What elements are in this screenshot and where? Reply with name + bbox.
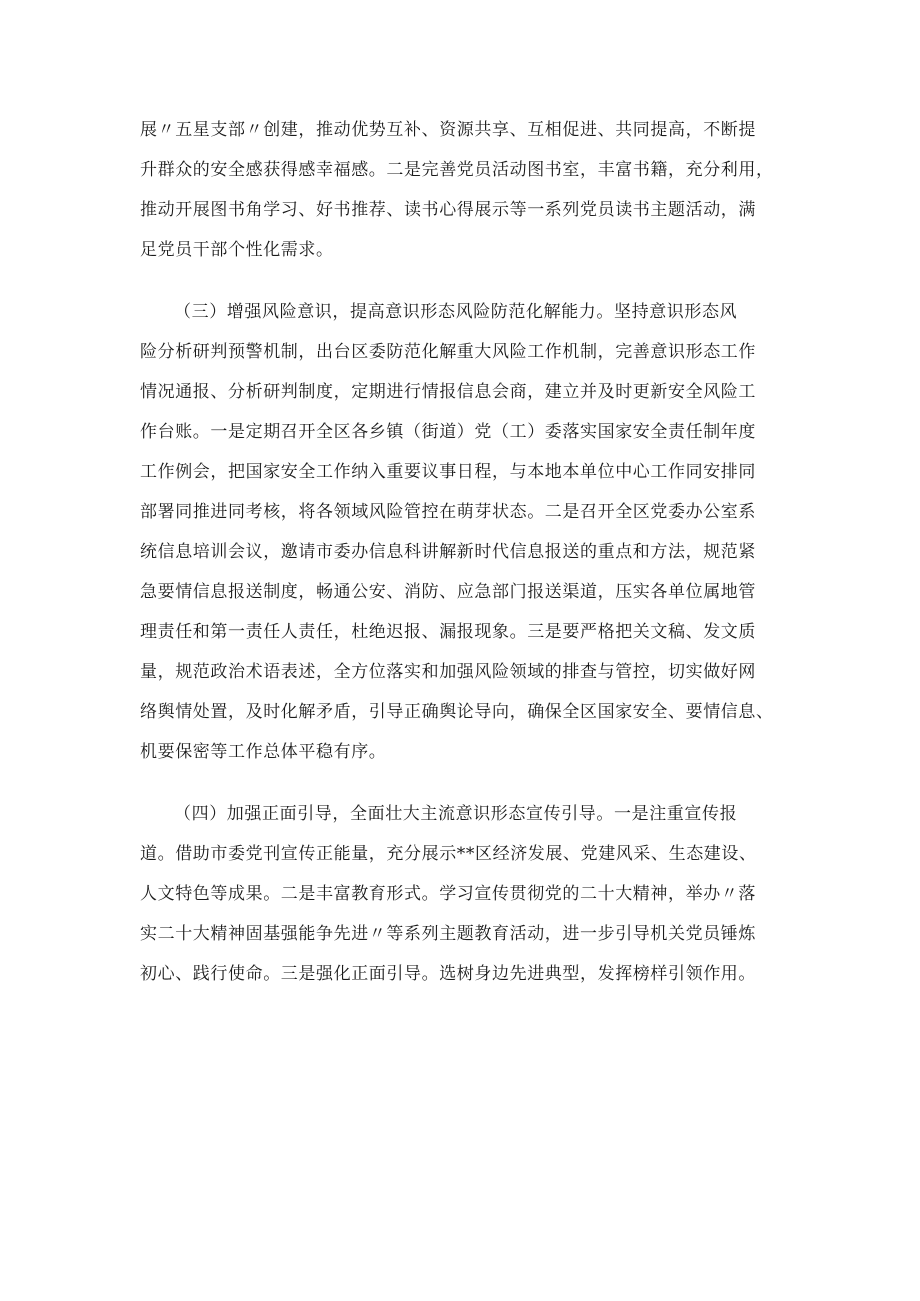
paragraph-gap <box>140 772 800 794</box>
text-line: 推动开展图书角学习、好书推荐、读书心得展示等一系列党员读书主题活动，满 <box>140 200 756 220</box>
text-line: 统信息培训会议，邀请市委办信息科讲解新时代信息报送的重点和方法，规范紧 <box>140 542 756 562</box>
text-line: 人文特色等成果。二是丰富教育形式。学习宣传贯彻党的二十大精神，举办〃落 <box>140 884 756 904</box>
text-line: 初心、践行使命。三是强化正面引导。选树身边先进典型，发挥榜样引领作用。 <box>140 964 756 984</box>
text-line: 作台账。一是定期召开全区各乡镇（街道）党（工）委落实国家安全责任制年度 <box>140 422 756 442</box>
text-line: 升群众的安全感获得感幸福感。二是完善党员活动图书室，丰富书籍，充分利用， <box>140 160 774 180</box>
text-line: 络舆情处置，及时化解矛盾，引导正确舆论导向，确保全区国家安全、要情信息、 <box>140 702 774 722</box>
text-line: 机要保密等工作总体平稳有序。 <box>140 742 387 762</box>
text-line: 量，规范政治术语表述，全方位落实和加强风险领域的排查与管控，切实做好网 <box>140 662 756 682</box>
text-line: 展〃五星支部〃创建，推动优势互补、资源共享、互相促进、共同提高，不断提 <box>140 120 756 140</box>
text-line: 理责任和第一责任人责任，杜绝迟报、漏报现象。三是要严格把关文稿、发文质 <box>140 622 756 642</box>
text-line: 足党员干部个性化需求。 <box>140 240 334 260</box>
text-line: 实二十大精神固基强能争先进〃等系列主题教育活动，进一步引导机关党员锤炼 <box>140 924 756 944</box>
document-body <box>140 110 800 994</box>
text-line: 道。借助市委党刊宣传正能量，充分展示**区经济发展、党建风采、生态建设、 <box>140 844 757 864</box>
text-line: 情况通报、分析研判制度，定期进行情报信息会商，建立并及时更新安全风险工 <box>140 382 756 402</box>
text-line: 工作例会，把国家安全工作纳入重要议事日程，与本地本单位中心工作同安排同 <box>140 462 756 482</box>
paragraph-1 <box>140 110 800 270</box>
text-line-heading: （四）加强正面引导，全面壮大主流意识形态宣传引导。一是注重宣传报 <box>174 804 738 824</box>
paragraph-3-risk-awareness <box>140 292 800 772</box>
text-line: 急要情信息报送制度，畅通公安、消防、应急部门报送渠道，压实各单位属地管 <box>140 582 756 602</box>
paragraph-gap <box>140 270 800 292</box>
text-line: 部署同推进同考核，将各领域风险管控在萌芽状态。二是召开全区党委办公室系 <box>140 502 756 522</box>
paragraph-4-positive-guidance <box>140 794 800 994</box>
text-line: 险分析研判预警机制，出台区委防范化解重大风险工作机制，完善意识形态工作 <box>140 342 756 362</box>
text-line-heading: （三）增强风险意识，提高意识形态风险防范化解能力。坚持意识形态风 <box>174 302 738 322</box>
